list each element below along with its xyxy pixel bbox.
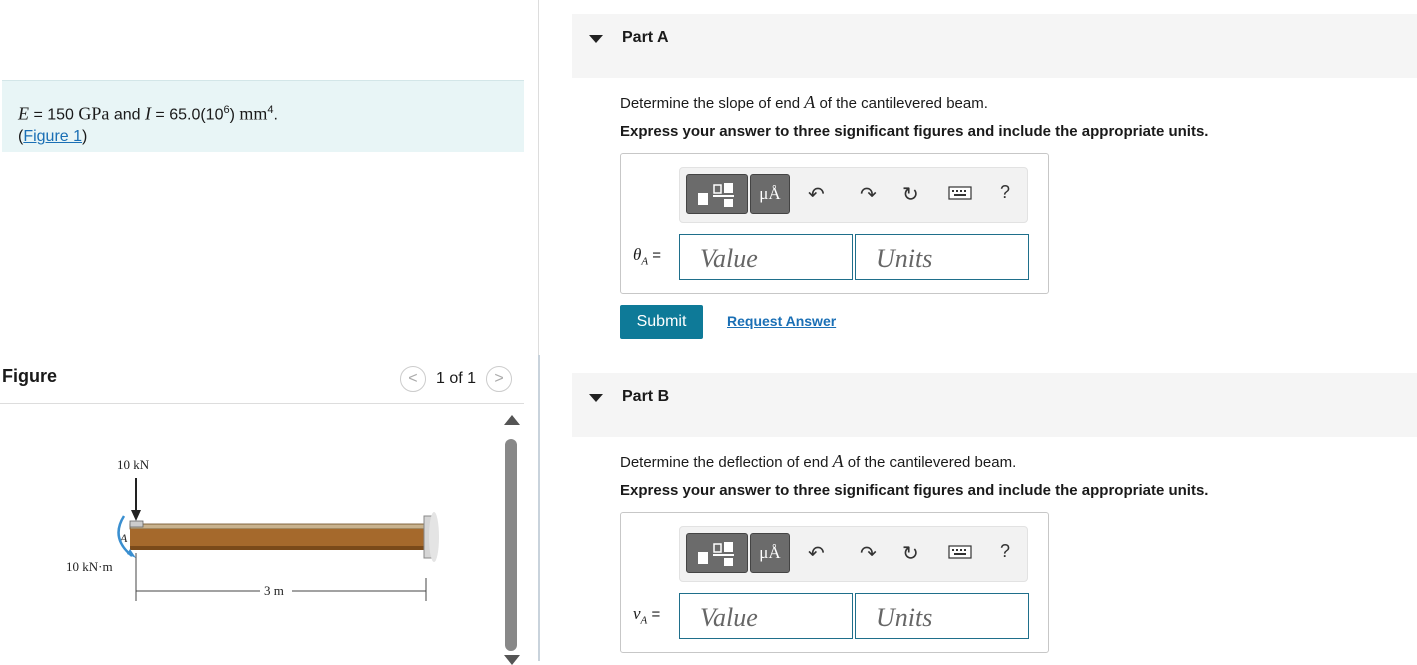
i-variable: I [144,103,151,124]
undo-icon[interactable]: ↶ [808,184,825,206]
question-text: Determine the deflection of end [620,454,833,471]
var-symbol: θ [633,245,642,264]
moment-label: 10 kN·m [66,559,113,574]
submit-button[interactable]: Submit [620,305,703,339]
and-text: and [109,106,145,124]
figure-header [0,362,524,404]
scroll-down-arrow[interactable] [504,655,520,665]
part-a-instruction: Express your answer to three significant figures and include the appropriate units. [620,123,1209,140]
point-a-label: A [120,531,128,545]
beam-bottom-flange [130,546,426,550]
length-label: 3 m [264,583,284,598]
force-label: 10 kN [117,457,150,472]
value-input[interactable] [679,593,853,639]
question-var: A [804,92,816,112]
part-b-answer-box [620,512,1049,653]
question-text: Determine the slope of end [620,95,805,112]
var-subscript: A [640,614,648,627]
part-b-label: Part B [622,388,670,405]
problem-panel [0,0,538,661]
force-arrow-head [131,510,141,521]
beam-web [130,529,426,546]
wall-shading [429,512,439,562]
paren-close: ) [82,128,88,146]
value-input[interactable] [679,234,853,280]
question-var: A [832,451,844,471]
v-a-label [633,604,660,626]
part-a-header[interactable] [572,14,1417,78]
paren-open: ( [18,128,24,146]
theta-a-label [633,245,661,267]
collapse-triangle-icon[interactable] [589,394,603,402]
redo-icon[interactable]: ↷ [860,184,877,206]
part-a-label: Part A [622,29,669,46]
period: . [273,106,278,124]
equals-sign: = [648,247,662,264]
part-a-question [620,92,988,113]
units-symbol-button[interactable]: μÅ [750,174,790,214]
request-answer-link[interactable]: Request Answer [727,313,837,329]
figure-link-line [18,126,524,148]
reset-icon[interactable]: ↻ [902,543,919,565]
equals-sign: = [647,606,661,623]
redo-icon[interactable]: ↷ [860,543,877,565]
beam-figure [50,440,450,610]
keyboard-icon[interactable] [948,184,972,207]
help-icon[interactable]: ? [1000,541,1011,561]
units-input[interactable] [855,593,1029,639]
part-b-header[interactable] [572,373,1417,437]
figure-scrollbar[interactable] [503,415,519,661]
e-unit: GPa [78,103,110,124]
i-exponent: 6 [223,104,230,116]
fraction-template-icon [694,538,740,568]
undo-icon[interactable]: ↶ [808,543,825,565]
help-icon[interactable]: ? [1000,182,1011,202]
units-input[interactable] [855,234,1029,280]
e-variable: E [18,103,29,124]
units-symbol-button[interactable]: μÅ [750,533,790,573]
figure-title: Figure [2,366,58,386]
beam-top-flange [130,524,426,529]
figure-pager [400,366,512,392]
next-figure-button[interactable]: > [486,366,512,392]
var-subscript: A [641,255,649,268]
prev-figure-button[interactable]: < [400,366,426,392]
part-a-answer-box [620,153,1049,294]
question-text-end: of the cantilevered beam. [815,95,988,112]
part-b-question [620,451,1016,472]
reset-icon[interactable]: ↻ [902,184,919,206]
scroll-thumb[interactable] [505,439,517,651]
templates-button[interactable] [686,533,748,573]
i-value: = 65.0(10 [150,106,224,124]
var-symbol: v [633,604,641,623]
i-unit-exponent: 4 [267,104,274,116]
given-equation [18,99,524,126]
question-text-end: of the cantilevered beam. [843,454,1017,471]
figure-page-count: 1 of 1 [435,370,476,387]
end-plate [130,521,143,527]
e-value: = 150 [29,106,79,124]
figure-link[interactable]: Figure 1 [23,128,83,146]
math-toolbar [679,526,1028,582]
given-values [2,80,524,152]
panel-divider-handle[interactable] [538,355,540,661]
scroll-up-arrow[interactable] [504,415,520,425]
i-unit: mm [239,103,268,124]
i-close: ) [229,106,240,124]
templates-button[interactable] [686,174,748,214]
math-toolbar [679,167,1028,223]
collapse-triangle-icon[interactable] [589,35,603,43]
keyboard-icon[interactable] [948,543,972,566]
fraction-template-icon [694,179,740,209]
moment-arrow-head [127,549,136,558]
part-b-instruction: Express your answer to three significant figures and include the appropriate units. [620,482,1209,499]
